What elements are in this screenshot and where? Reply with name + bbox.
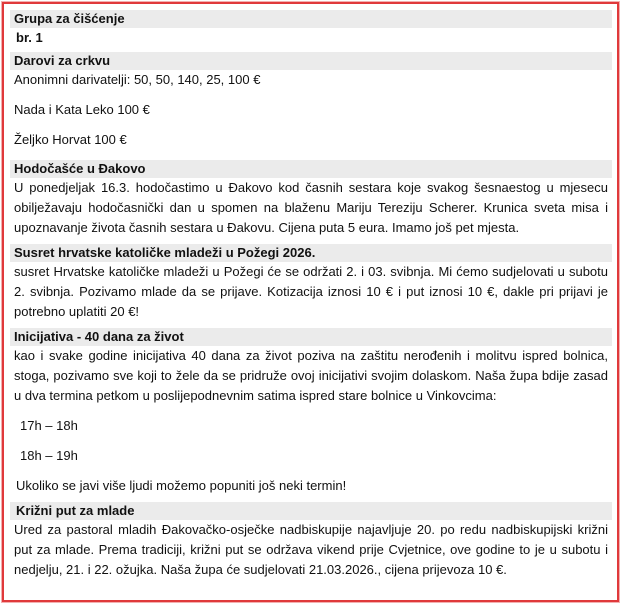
susret-text: susret Hrvatske katoličke mladeži u Požegi će se održati 2. i 03. svibnja. Mi ćemo sudjelovati u subotu 2. svibnja. Pozivamo mlade da se prijave. Kotizacija iznosi 10 € i put iznosi 10 €, dakle pri prijavi je potrebno uplatiti 20 €! <box>14 264 608 319</box>
grupa-number: br. 1 <box>16 30 43 45</box>
inicijativa-time-1: 17h – 18h <box>20 418 78 433</box>
darovi-line-2: Nada i Kata Leko 100 € <box>14 102 150 117</box>
section-heading-krizni: Križni put za mlade <box>10 502 612 520</box>
inicijativa-note: Ukoliko se javi više ljudi možemo popuniti još neki termin! <box>16 478 347 493</box>
section-heading-susret: Susret hrvatske katoličke mladeži u Požegi 2026. <box>10 244 612 262</box>
inicijativa-time-2: 18h – 19h <box>20 448 78 463</box>
hodocasce-text: U ponedjeljak 16.3. hodočastimo u Đakovo kod časnih sestara koje svakog šesnaestog u mjesecu obilježavaju hodočasnički dan u spomen na blaženu Mariju Tereziju Scherer. Krunica sveta misa i upoznavanje života časnih sestara u Đakovu. Cijena puta 5 eura. Imamo još pet mjesta. <box>14 180 608 235</box>
darovi-line-3: Željko Horvat 100 € <box>14 132 127 147</box>
section-heading-inicijativa: Inicijativa - 40 dana za život <box>10 328 612 346</box>
krizni-text: Ured za pastoral mladih Đakovačko-osječke nadbiskupije najavljuje 20. po redu nadbiskupijski križni put za mlade. Prema tradiciji, križni put se održava vikend prije Cvjetnice, ove godine to je u subotu i nedjelju, 21. i 22. ožujka. Naša župa će sudjelovati 21.03.2026., cijena prijevoza 10 €. <box>14 522 608 577</box>
announcements-panel <box>2 2 619 602</box>
darovi-line-1: Anonimni darivatelji: 50, 50, 140, 25, 100 € <box>14 72 261 87</box>
section-heading-darovi: Darovi za crkvu <box>10 52 612 70</box>
inicijativa-text: kao i svake godine inicijativa 40 dana za život poziva na zaštitu nerođenih i molitvu ispred bolnica, stoga, pozivamo sve koji to žele da se pridruže ovoj inicijativi svojim dolaskom. Naša župa bdije zasad u dva termina petkom u poslijepodnevnim satima ispred stare bolnice u Vinkovcima: <box>14 348 608 403</box>
section-heading-grupa: Grupa za čišćenje <box>10 10 612 28</box>
section-heading-hodocasce: Hodočašće u Đakovo <box>10 160 612 178</box>
